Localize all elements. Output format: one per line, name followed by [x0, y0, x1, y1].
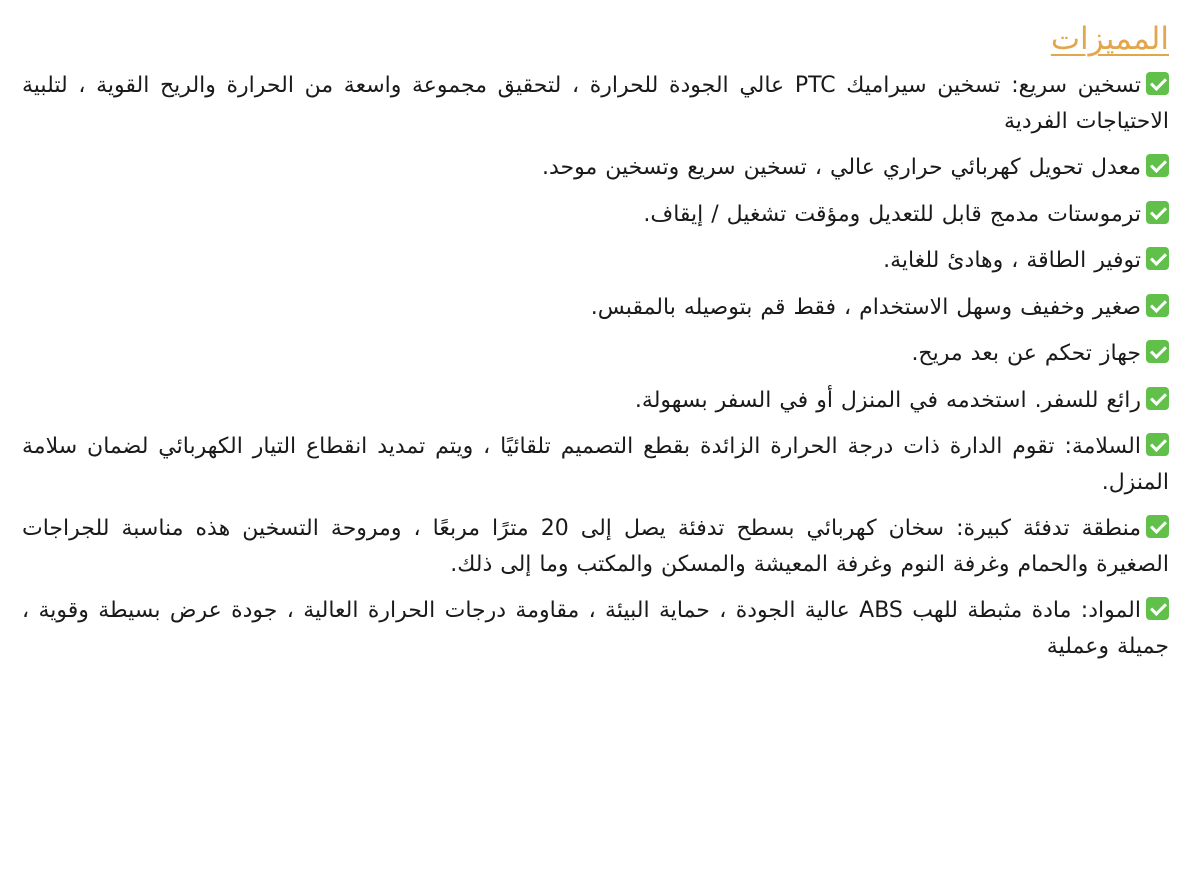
feature-item	[22, 197, 1169, 233]
check-mark-icon	[1146, 201, 1169, 224]
check-mark-icon	[1146, 387, 1169, 410]
feature-text: تسخين سريع: تسخين سيراميك PTC عالي الجودة للحرارة ، لتحقيق مجموعة واسعة من الحرارة والريح القوية ، لتلبية الاحتياجات الفردية	[22, 73, 1169, 134]
check-mark-icon	[1146, 515, 1169, 538]
feature-item	[22, 336, 1169, 372]
feature-item	[22, 429, 1169, 500]
feature-item	[22, 68, 1169, 139]
feature-text: السلامة: تقوم الدارة ذات درجة الحرارة الزائدة بقطع التصميم تلقائيًا ، ويتم تمديد انقطاع التيار الكهربائي لضمان سلامة المنزل.	[22, 434, 1169, 495]
check-mark-icon	[1146, 340, 1169, 363]
check-mark-icon	[1146, 433, 1169, 456]
check-mark-icon	[1146, 72, 1169, 95]
feature-text: جهاز تحكم عن بعد مريح.	[911, 341, 1141, 366]
check-mark-icon	[1146, 597, 1169, 620]
feature-item	[22, 243, 1169, 279]
feature-list	[22, 68, 1169, 664]
feature-text: رائع للسفر. استخدمه في المنزل أو في السفر بسهولة.	[634, 387, 1141, 413]
feature-item	[22, 593, 1169, 664]
feature-item	[22, 290, 1169, 326]
feature-text: منطقة تدفئة كبيرة: سخان كهربائي بسطح تدفئة يصل إلى 20 مترًا مربعًا ، ومروحة التسخين هذه مناسبة للجراجات الصغيرة والحمام وغرفة النوم وغرفة المعيشة والمسكن والمكتب وما إلى ذلك.	[22, 516, 1169, 577]
check-mark-icon	[1146, 154, 1169, 177]
section-title: المميزات	[1050, 21, 1169, 57]
feature-text: معدل تحويل كهربائي حراري عالي ، تسخين سريع وتسخين موحد.	[541, 155, 1141, 180]
feature-item	[22, 383, 1169, 419]
feature-text: ترموستات مدمج قابل للتعديل ومؤقت تشغيل / إيقاف.	[643, 201, 1141, 227]
check-mark-icon	[1146, 247, 1169, 270]
check-mark-icon	[1146, 294, 1169, 317]
feature-item	[22, 511, 1169, 582]
feature-item	[22, 150, 1169, 186]
feature-text: صغير وخفيف وسهل الاستخدام ، فقط قم بتوصيله بالمقبس.	[590, 294, 1141, 320]
feature-text: توفير الطاقة ، وهادئ للغاية.	[883, 248, 1141, 273]
feature-text: المواد: مادة مثبطة للهب ABS عالية الجودة ، حماية البيئة ، مقاومة درجات الحرارة العالية ، جودة عرض بسيطة وقوية ، جميلة وعملية	[22, 598, 1169, 659]
